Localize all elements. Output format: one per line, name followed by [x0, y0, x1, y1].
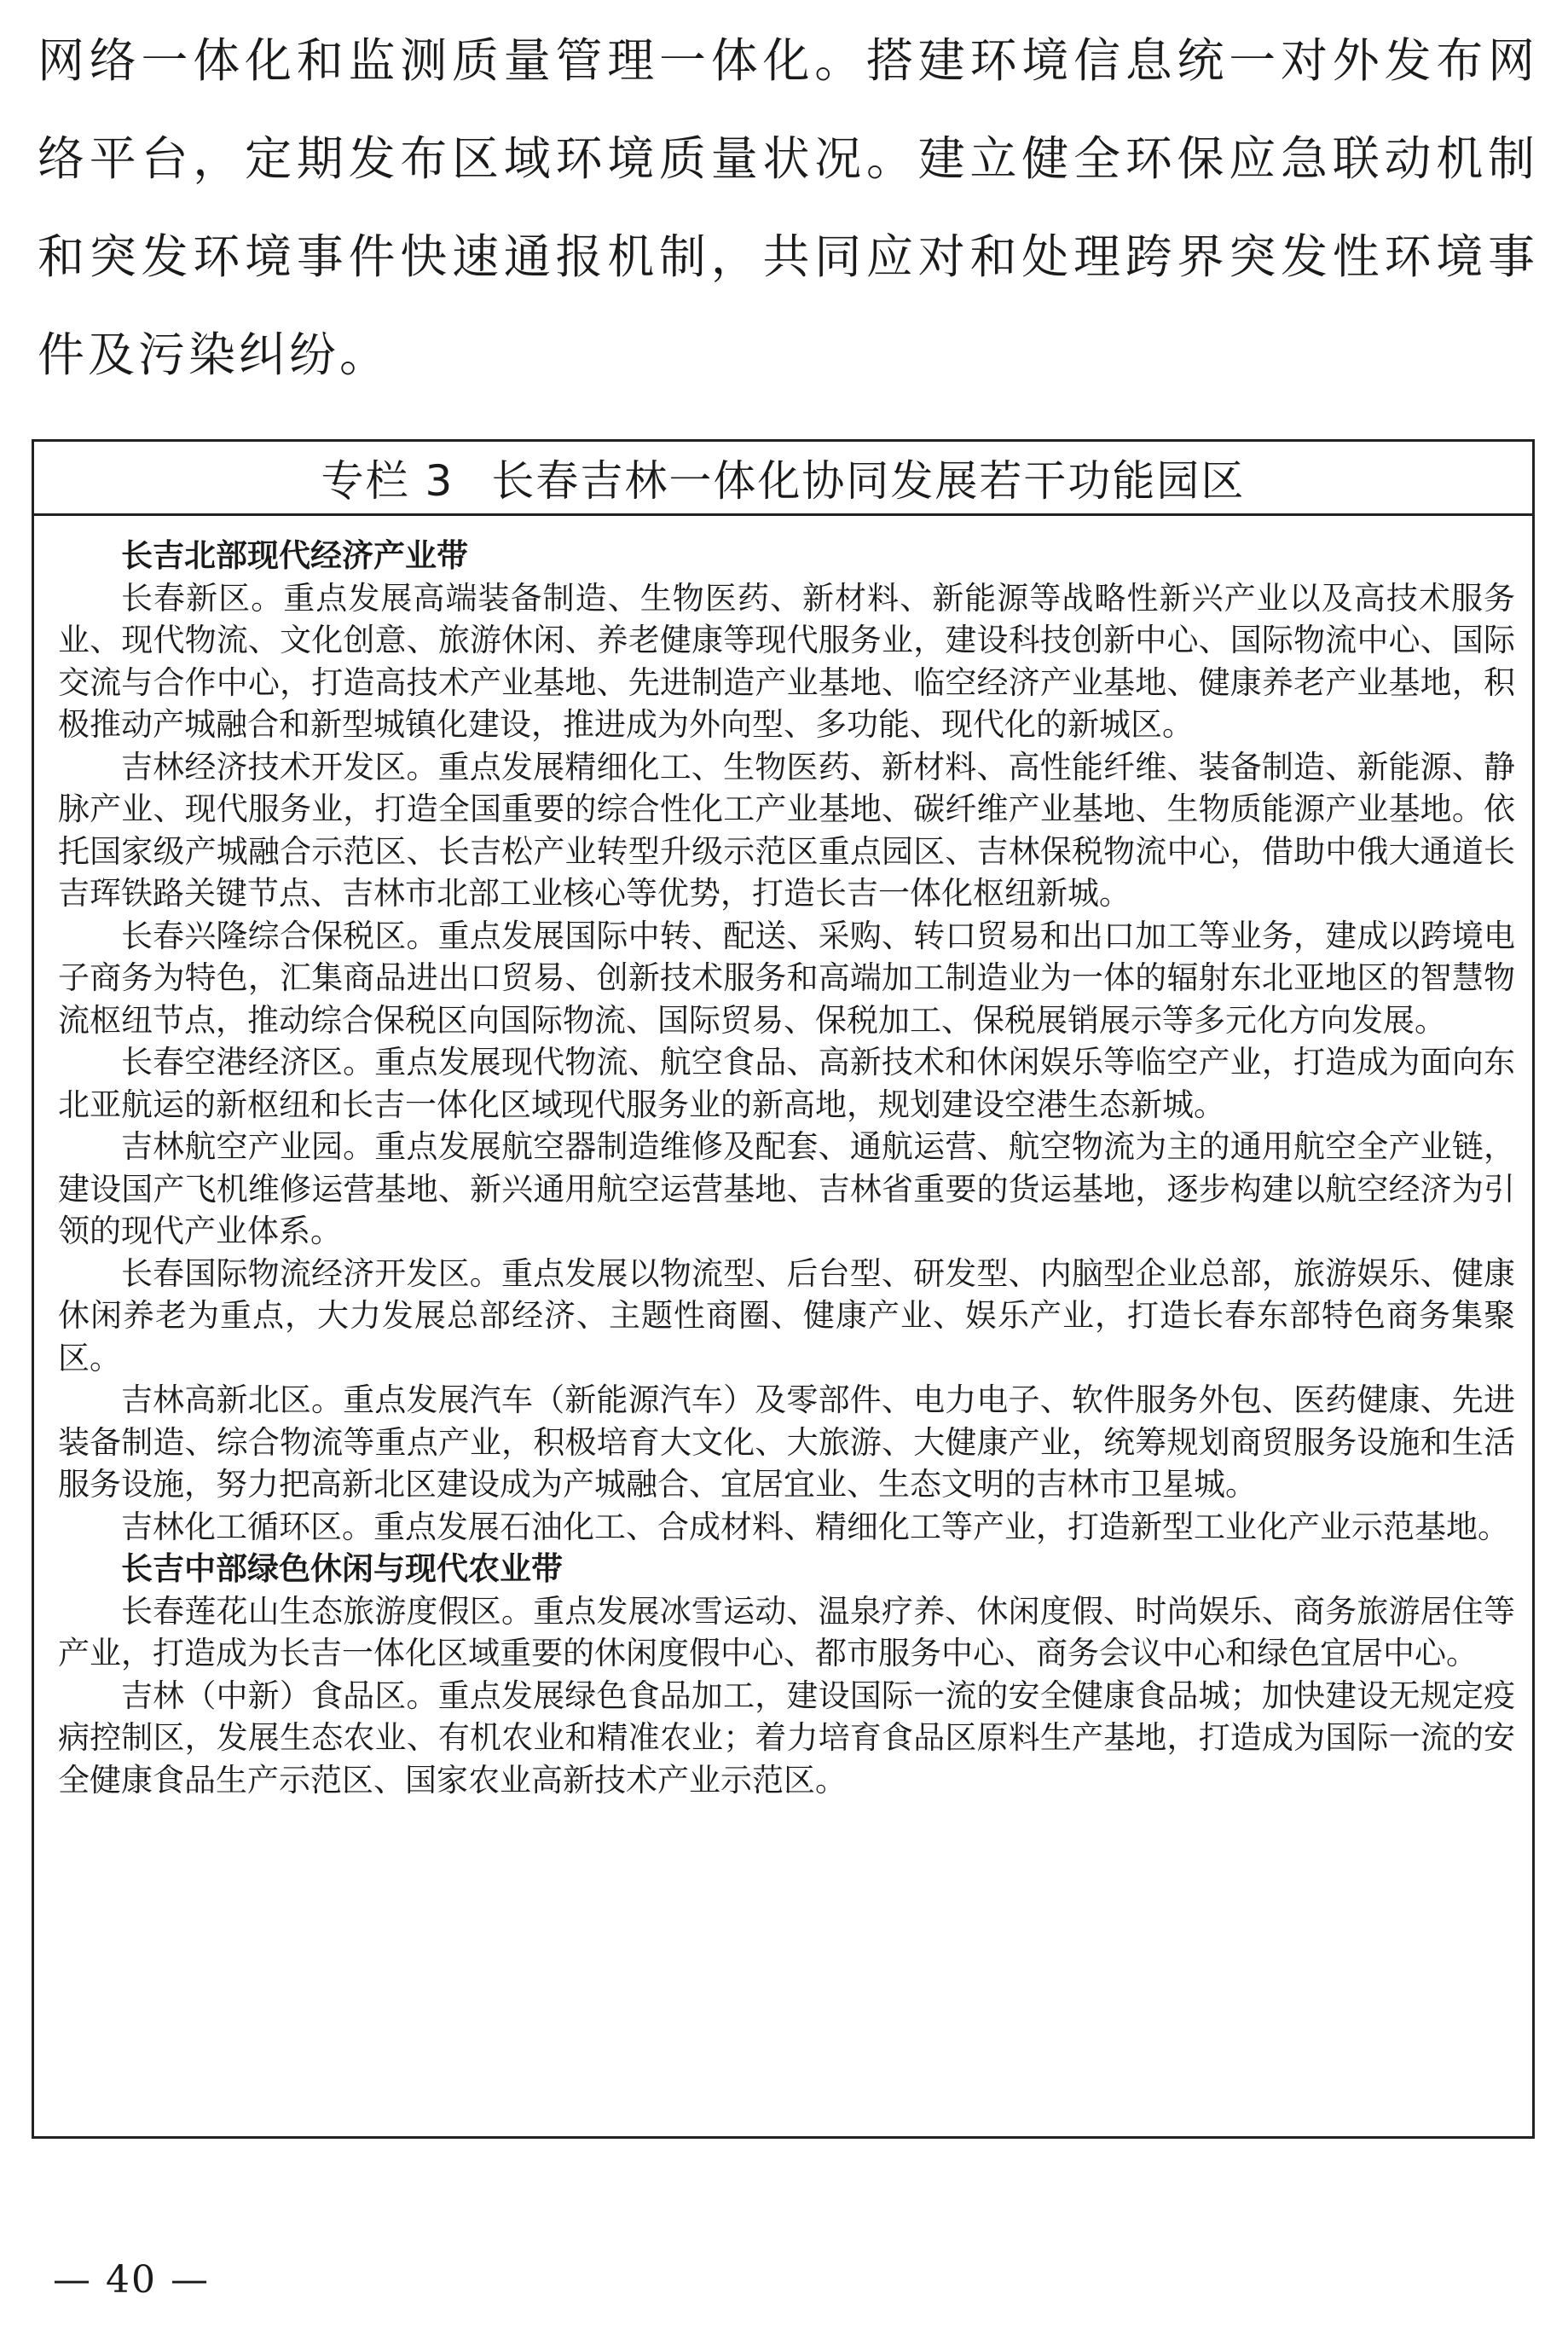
paragraph-jilin-eco-tech-zone: 吉林经济技术开发区。重点发展精细化工、生物医药、新材料、高性能纤维、装备制造、新能源、静脉产业、现代服务业，打造全国重要的综合性化工产业基地、碳纤维产业基地、生物质能源产业基地。依托国家级产城融合示范区、长吉松产业转型升级示范区重点园区、吉林保税物流中心，借助中俄大通道长吉珲铁路关键节点、吉林市北部工业核心等优势，打造长吉一体化枢纽新城。 — [58, 748, 1515, 912]
feature-box-body — [34, 516, 1532, 1801]
feature-box — [32, 439, 1535, 2139]
page-number: — 40 — — [53, 2258, 210, 2302]
intro-paragraph: 网络一体化和监测质量管理一体化。搭建环境信息统一对外发布网络平台，定期发布区域环境质量状况。建立健全环保应急联动机制和突发环境事件快速通报机制，共同应对和处理跨界突发性环境事件及污染纠纷。 — [38, 33, 1538, 382]
paragraph-jilin-hightech-north: 吉林高新北区。重点发展汽车（新能源汽车）及零部件、电力电子、软件服务外包、医药健康、先进装备制造、综合物流等重点产业，积极培育大文化、大旅游、大健康产业，统筹规划商贸服务设施和生活服务设施，努力把高新北区建设成为产城融合、宜居宜业、生态文明的吉林市卫星城。 — [58, 1381, 1515, 1503]
paragraph-chemical-circular-zone: 吉林化工循环区。重点发展石油化工、合成材料、精细化工等产业，打造新型工业化产业示范基地。 — [121, 1508, 1509, 1545]
paragraph-airport-economic-zone: 长春空港经济区。重点发展现代物流、航空食品、高新技术和休闲娱乐等临空产业，打造成为面向东北亚航运的新枢纽和长吉一体化区域现代服务业的新高地，规划建设空港生态新城。 — [58, 1044, 1515, 1123]
feature-box-header — [34, 442, 1532, 516]
section-heading-north: 长吉北部现代经济产业带 — [121, 537, 468, 574]
feature-box-title: 长春吉林一体化协同发展若干功能园区 — [491, 456, 1246, 506]
paragraph-intl-logistics-zone: 长春国际物流经济开发区。重点发展以物流型、后台型、研发型、内脑型企业总部，旅游娱乐、健康休闲养老为重点，大力发展总部经济、主题性商圈、健康产业、娱乐产业，打造长春东部特色商务集聚区。 — [58, 1254, 1515, 1376]
feature-box-label: 专栏 3 — [321, 456, 454, 506]
paragraph-lianhuashan-resort: 长春莲花山生态旅游度假区。重点发展冰雪运动、温泉疗养、休闲度假、时尚娱乐、商务旅游居住等产业，打造成为长吉一体化区域重要的休闲度假中心、都市服务中心、商务会议中心和绿色宜居中心。 — [58, 1592, 1515, 1671]
paragraph-sino-singapore-food-zone: 吉林（中新）食品区。重点发展绿色食品加工，建设国际一流的安全健康食品城；加快建设无规定疫病控制区，发展生态农业、有机农业和精准农业；着力培育食品区原料生产基地，打造成为国际一流的安全健康食品生产示范区、国家农业高新技术产业示范区。 — [58, 1677, 1515, 1798]
paragraph-xinglong-bonded-zone: 长春兴隆综合保税区。重点发展国际中转、配送、采购、转口贸易和出口加工等业务，建成以跨境电子商务为特色，汇集商品进出口贸易、创新技术服务和高端加工制造业为一体的辐射东北亚地区的智慧物流枢纽节点，推动综合保税区向国际物流、国际贸易、保税加工、保税展销展示等多元化方向发展。 — [58, 917, 1515, 1039]
section-heading-central: 长吉中部绿色休闲与现代农业带 — [121, 1550, 563, 1587]
paragraph-changchun-new-area: 长春新区。重点发展高端装备制造、生物医药、新材料、新能源等战略性新兴产业以及高技术服务业、现代物流、文化创意、旅游休闲、养老健康等现代服务业，建设科技创新中心、国际物流中心、国际交流与合作中心，打造高技术产业基地、先进制造产业基地、临空经济产业基地、健康养老产业基地，积极推动产城融合和新型城镇化建设，推进成为外向型、多功能、现代化的新城区。 — [58, 579, 1515, 743]
paragraph-aviation-industry-park: 吉林航空产业园。重点发展航空器制造维修及配套、通航运营、航空物流为主的通用航空全产业链，建设国产飞机维修运营基地、新兴通用航空运营基地、吉林省重要的货运基地，逐步构建以航空经济为引领的现代产业体系。 — [58, 1128, 1515, 1249]
